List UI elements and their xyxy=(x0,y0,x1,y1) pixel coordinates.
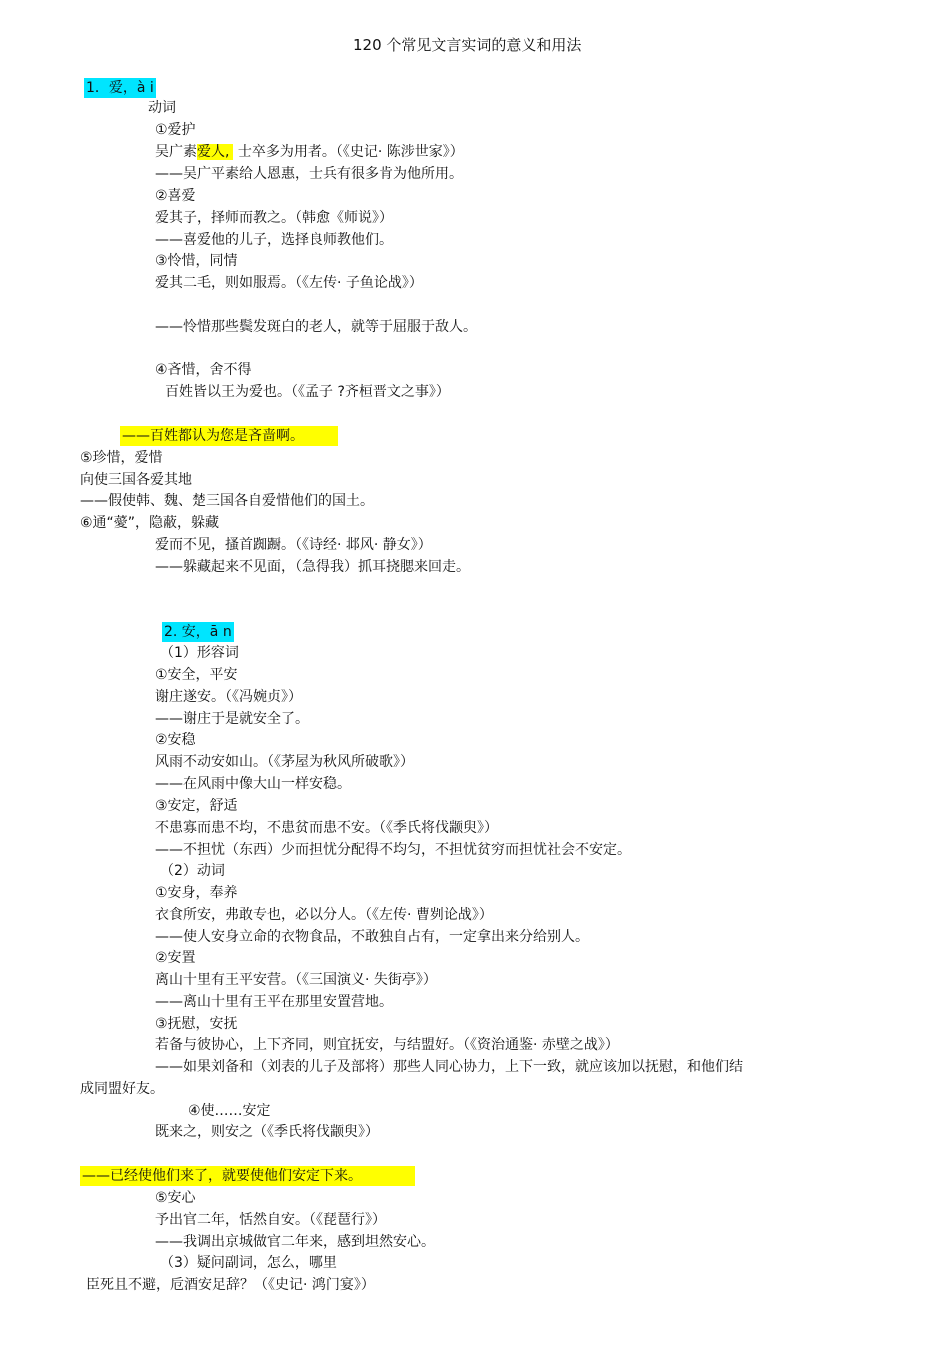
example-sentence: 既来之，则安之（《季氏将伐颛臾》） xyxy=(155,1124,379,1140)
example-sentence: 风雨不动安如山。（《茅屋为秋风所破歌》） xyxy=(155,754,414,770)
translation: ——不担忧（东西）少而担忧分配得不均匀，不担忧贫穷而担忧社会不安定。 xyxy=(155,842,631,858)
part-of-speech: （2）动词 xyxy=(160,863,225,879)
highlighted-translation: ——已经使他们来了，就要使他们安定下来。 xyxy=(80,1166,415,1186)
translation-continued: 成同盟好友。 xyxy=(80,1081,164,1097)
sense-label: ④吝惜，舍不得 xyxy=(155,362,252,378)
example-sentence: 谢庄遂安。（《冯婉贞》） xyxy=(155,689,302,705)
translation: ——吴广平素给人恩惠，士兵有很多肯为他所用。 xyxy=(155,166,463,182)
example-sentence: 爱其二毛，则如服焉。（《左传· 子鱼论战》） xyxy=(155,275,423,291)
sense-label: ②喜爱 xyxy=(155,188,196,204)
example-sentence xyxy=(155,142,464,162)
sense-label: ②安稳 xyxy=(155,732,196,748)
sense-label: ③怜惜，同情 xyxy=(155,253,238,269)
sense-label: ①爱护 xyxy=(155,122,196,138)
sense-label: ⑥通“薆”，隐蔽，躲藏 xyxy=(80,515,220,531)
part-of-speech: （3）疑问副词，怎么，哪里 xyxy=(160,1255,337,1271)
sense-label: ①安身，奉养 xyxy=(155,885,238,901)
part-of-speech: （1）形容词 xyxy=(160,645,239,661)
example-sentence: 若备与彼协心，上下齐同，则宜抚安，与结盟好。（《资治通鉴· 赤壁之战》） xyxy=(155,1037,619,1053)
example-sentence: 不患寡而患不均，不患贫而患不安。（《季氏将伐颛臾》） xyxy=(155,820,498,836)
sense-label: ⑤珍惜，爱惜 xyxy=(80,450,163,466)
example-sentence: 衣食所安，弗敢专也，必以分人。（《左传· 曹刿论战》） xyxy=(155,907,493,923)
translation: ——离山十里有王平在那里安置营地。 xyxy=(155,994,393,1010)
sense-label: ①安全，平安 xyxy=(155,667,238,683)
translation: ——我调出京城做官二年来，感到坦然安心。 xyxy=(155,1234,435,1250)
sense-label: ④使……安定 xyxy=(188,1103,271,1119)
example-sentence: 百姓皆以王为爱也。（《孟子 ?齐桓晋文之事》） xyxy=(165,384,450,400)
translation: ——躲藏起来不见面，（急得我）抓耳挠腮来回走。 xyxy=(155,559,470,575)
entry-heading-an: 2. 安，ā n xyxy=(164,624,232,640)
example-sentence: 爱而不见，搔首踟蹰。（《诗经· 邶风· 静女》） xyxy=(155,537,432,553)
translation: ——怜惜那些鬓发斑白的老人，就等于屈服于敌人。 xyxy=(155,319,477,335)
example-sentence: 臣死且不避，卮酒安足辞？（《史记· 鸿门宴》） xyxy=(86,1277,375,1293)
translation: ——使人安身立命的衣物食品，不敢独自占有，一定拿出来分给别人。 xyxy=(155,929,589,945)
translation: ——在风雨中像大山一样安稳。 xyxy=(155,776,351,792)
page-title: 120 个常见文言实词的意义和用法 xyxy=(353,36,582,54)
highlighted-phrase: 爱人, xyxy=(197,144,233,160)
translation: ——假使韩、魏、楚三国各自爱惜他们的国土。 xyxy=(80,493,374,509)
sense-label: ③安定，舒适 xyxy=(155,798,238,814)
part-of-speech: 动词 xyxy=(148,100,176,116)
highlighted-translation: ——百姓都认为您是吝啬啊。 xyxy=(120,426,338,446)
example-sentence: 向使三国各爱其地 xyxy=(80,472,192,488)
sense-label: ③抚慰，安抚 xyxy=(155,1016,238,1032)
translation: ——如果刘备和（刘表的儿子及部将）那些人同心协力，上下一致，就应该加以抚慰，和他们结 xyxy=(155,1059,743,1075)
sense-label: ⑤安心 xyxy=(155,1190,196,1206)
example-sentence-part: 士卒多为用者。（《史记· 陈涉世家》） xyxy=(237,144,464,160)
example-sentence: 离山十里有王平安营。（《三国演义· 失街亭》） xyxy=(155,972,437,988)
example-sentence: 予出官二年，恬然自安。（《琵琶行》） xyxy=(155,1212,386,1228)
example-sentence-part: 吴广素 xyxy=(155,144,197,160)
entry-heading-ai: 1．爱，à i xyxy=(86,80,154,96)
sense-label: ②安置 xyxy=(155,950,196,966)
example-sentence: 爱其子，择师而教之。（韩愈《师说》） xyxy=(155,210,393,226)
translation: ——喜爱他的儿子，选择良师教他们。 xyxy=(155,232,393,248)
translation: ——谢庄于是就安全了。 xyxy=(155,711,309,727)
